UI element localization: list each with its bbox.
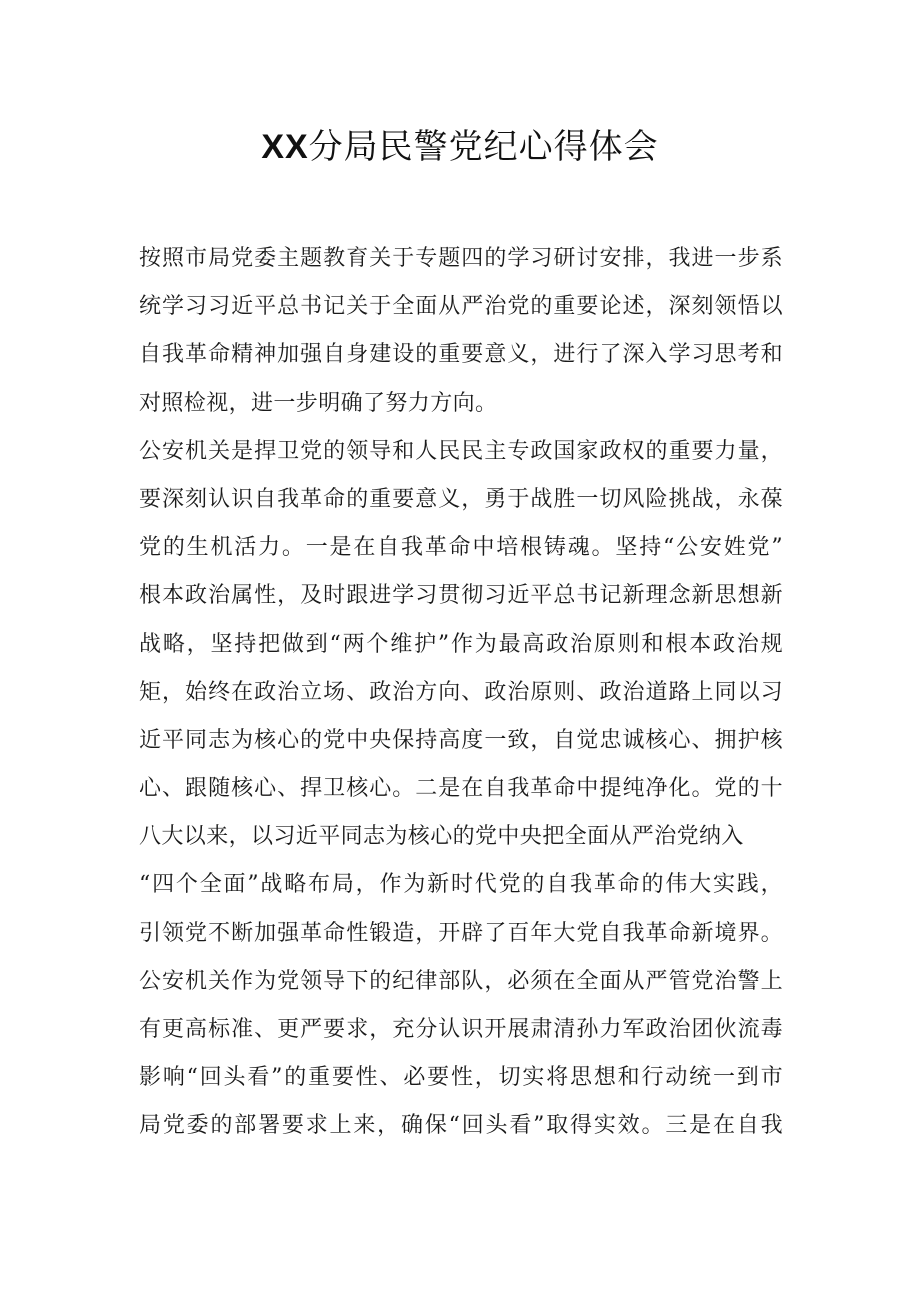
body-line: 党的生机活力。一是在自我革命中培根铸魂。坚持“公安姓党”: [139, 535, 783, 561]
body-line: 公安机关作为党领导下的纪律部队，必须在全面从严管党治警上: [139, 968, 783, 994]
body-line: 自我革命精神加强自身建设的重要意义，进行了深入学习思考和: [139, 342, 783, 368]
body-line: 局党委的部署要求上来，确保“回头看”取得实效。三是在自我: [139, 1113, 783, 1139]
body-line: 根本政治属性，及时跟进学习贯彻习近平总书记新理念新思想新: [139, 583, 783, 609]
body-line: 矩，始终在政治立场、政治方向、政治原则、政治道路上同以习: [139, 679, 783, 705]
body-line: 八大以来，以习近平同志为核心的党中央把全面从严治党纳入: [139, 824, 744, 850]
body-line: 近平同志为核心的党中央保持高度一致，自觉忠诚核心、拥护核: [139, 727, 783, 753]
document-title: [0, 124, 920, 170]
body-line: 对照检视，进一步明确了努力方向。: [139, 390, 498, 416]
document-body: [139, 235, 783, 1151]
body-line: 要深刻认识自我革命的重要意义，勇于战胜一切风险挑战，永葆: [139, 486, 783, 512]
title-prefix: XX: [261, 128, 309, 166]
body-line: 按照市局党委主题教育关于专题四的学习研讨安排，我进一步系: [139, 246, 783, 271]
body-line: “四个全面”战略布局，作为新时代党的自我革命的伟大实践，: [139, 872, 783, 898]
body-line: 有更高标准、更严要求，充分认识开展肃清孙力军政治团伙流毒: [139, 1017, 783, 1042]
title-text: 分局民警党纪心得体会: [308, 127, 659, 167]
body-line: 战略，坚持把做到“两个维护”作为最高政治原则和根本政治规: [139, 631, 783, 657]
body-line: 引领党不断加强革命性锻造，开辟了百年大党自我革命新境界。: [139, 920, 783, 946]
body-line: 公安机关是捍卫党的领导和人民民主专政国家政权的重要力量，: [139, 438, 783, 464]
body-line: 统学习习近平总书记关于全面从严治党的重要论述，深刻领悟以: [139, 294, 783, 320]
body-line: 影响“回头看”的重要性、必要性，切实将思想和行动统一到市: [139, 1065, 783, 1091]
body-line: 心、跟随核心、捍卫核心。二是在自我革命中提纯净化。党的十: [139, 776, 783, 802]
